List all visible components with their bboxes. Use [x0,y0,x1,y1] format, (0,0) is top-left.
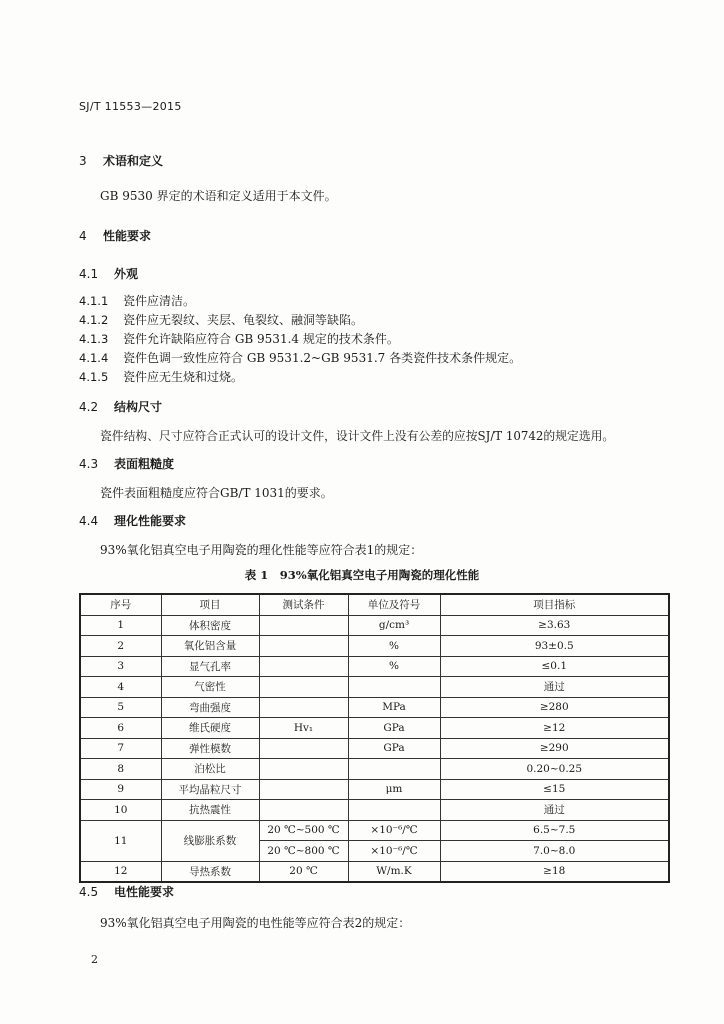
table-row [80,820,669,841]
clause-number: 4.4 [79,514,99,528]
table-cell: ≥18 [440,861,669,882]
table-cell: 3 [80,656,161,677]
table-cell [348,759,440,780]
table-cell: 导热系数 [161,861,259,882]
table-cell: 平均晶粒尺寸 [161,779,259,800]
table-cell: 弯曲强度 [161,697,259,718]
table-cell [259,759,348,780]
table-row [80,656,669,677]
table-row [80,677,669,698]
table-cell: 20 ℃~800 ℃ [259,841,348,862]
table-row [80,718,669,739]
section-3-heading [79,152,163,169]
table-row [80,861,669,882]
table-cell [348,800,440,821]
table-cell: GPa [348,718,440,739]
table-cell: 9 [80,779,161,800]
header-cell: 测试条件 [259,594,348,615]
table-cell: 93±0.5 [440,636,669,657]
clause-item-text: 瓷件色调一致性应符合 GB 9531.2~GB 9531.7 各类瓷件技术条件规定。 [123,351,522,365]
table-cell [259,800,348,821]
table-cell: ≥280 [440,697,669,718]
clause-4-5-text: 93%氧化铝真空电子用陶瓷的电性能等应符合表2的规定： [100,916,411,930]
properties-table [79,593,670,883]
table-cell: 11 [80,820,161,861]
table-cell: ≥3.63 [440,615,669,636]
table-cell: Hv₁ [259,718,348,739]
table-row [80,738,669,759]
table-cell [259,615,348,636]
section-number: 3 [79,154,87,168]
clause-title: 结构尺寸 [114,400,163,414]
clause-4-3-text: 瓷件表面粗糙度应符合GB/T 1031的要求。 [100,486,333,500]
table-cell: MPa [348,697,440,718]
section-4-heading [79,227,151,244]
table-cell: 1 [80,615,161,636]
table-cell: % [348,636,440,657]
section-title: 性能要求 [103,229,152,243]
clause-4-2-text: 瓷件结构、尺寸应符合正式认可的设计文件，设计文件上没有公差的应按SJ/T 10742的规定选用。 [100,429,615,443]
header-cell: 项目指标 [440,594,669,615]
table-cell: 2 [80,636,161,657]
clause-item-number: 4.1.3 [79,332,109,346]
table-row [80,800,669,821]
clause-number: 4.1 [79,267,99,281]
table-row [80,779,669,800]
table-cell: 0.20~0.25 [440,759,669,780]
clause-number: 4.5 [79,885,99,899]
table-cell: 7 [80,738,161,759]
table-cell: 显气孔率 [161,656,259,677]
clause-item-number: 4.1.5 [79,370,109,384]
section-number: 4 [79,229,87,243]
table-cell: 通过 [440,800,669,821]
table-cell: 6 [80,718,161,739]
header-cell: 单位及符号 [348,594,440,615]
table-cell: 弹性模数 [161,738,259,759]
table-cell: 抗热震性 [161,800,259,821]
table-cell: 气密性 [161,677,259,698]
standard-number: SJ/T 11553—2015 [79,100,182,113]
table-cell: 4 [80,677,161,698]
header-cell: 项目 [161,594,259,615]
clause-number: 4.3 [79,457,99,471]
clause-4-1-heading [79,265,138,282]
table-cell: ≥290 [440,738,669,759]
clause-item-text: 瓷件应清洁。 [123,294,196,308]
table-cell: 6.5~7.5 [440,820,669,841]
table-1-caption: 表 1 93%氧化铝真空电子用陶瓷的理化性能 [244,568,480,582]
table-cell: g/cm³ [348,615,440,636]
clause-4-4-text: 93%氧化铝真空电子用陶瓷的理化性能等应符合表1的规定： [100,543,423,557]
clause-number: 4.2 [79,400,99,414]
table-cell: 7.0~8.0 [440,841,669,862]
table-cell: 20 ℃ [259,861,348,882]
table-row [80,615,669,636]
table-cell: ≤15 [440,779,669,800]
table-cell: 氧化铝含量 [161,636,259,657]
clause-item-text: 瓷件应无生烧和过烧。 [123,370,244,384]
section-title: 术语和定义 [103,154,164,168]
header-cell: 序号 [80,594,161,615]
table-cell: ≤0.1 [440,656,669,677]
section-3-text: GB 9530 界定的术语和定义适用于本文件。 [100,189,337,203]
table-cell [259,636,348,657]
table-cell: μm [348,779,440,800]
clause-item-number: 4.1.2 [79,313,109,327]
clause-item [79,368,243,385]
clause-4-3-heading [79,455,174,472]
table-cell: GPa [348,738,440,759]
clause-4-2-heading [79,398,162,415]
clause-title: 表面粗糙度 [114,457,175,471]
table-cell: 泊松比 [161,759,259,780]
table-cell [259,656,348,677]
clause-title: 电性能要求 [114,885,175,899]
clause-4-4-heading [79,512,186,529]
table-header-row [80,594,669,615]
table-cell: W/m.K [348,861,440,882]
table-cell: ×10⁻⁶/℃ [348,841,440,862]
table-cell: 体积密度 [161,615,259,636]
page-number: 2 [91,953,98,966]
table-cell: 维氏硬度 [161,718,259,739]
table-cell [259,738,348,759]
clause-title: 外观 [114,267,139,281]
table-cell [348,677,440,698]
table-cell: 通过 [440,677,669,698]
table-cell: ≥12 [440,718,669,739]
table-cell: % [348,656,440,677]
clause-4-5-heading [79,883,174,900]
table-cell [259,677,348,698]
clause-item-number: 4.1.4 [79,351,109,365]
table-row [80,759,669,780]
clause-item [79,349,521,366]
clause-item [79,292,195,309]
table-cell [259,697,348,718]
table-row [80,636,669,657]
table-cell [259,779,348,800]
table-cell: 20 ℃~500 ℃ [259,820,348,841]
clause-item-text: 瓷件允许缺陷应符合 GB 9531.4 规定的技术条件。 [123,332,399,346]
table-cell: ×10⁻⁶/℃ [348,820,440,841]
table-row [80,697,669,718]
clause-title: 理化性能要求 [114,514,187,528]
table-cell: 线膨胀系数 [161,820,259,861]
clause-item-number: 4.1.1 [79,294,109,308]
clause-item [79,330,399,347]
table-cell: 5 [80,697,161,718]
table-cell: 10 [80,800,161,821]
clause-item-text: 瓷件应无裂纹、夹层、龟裂纹、融洞等缺陷。 [123,313,364,327]
table-cell: 12 [80,861,161,882]
clause-item [79,311,363,328]
table-cell: 8 [80,759,161,780]
